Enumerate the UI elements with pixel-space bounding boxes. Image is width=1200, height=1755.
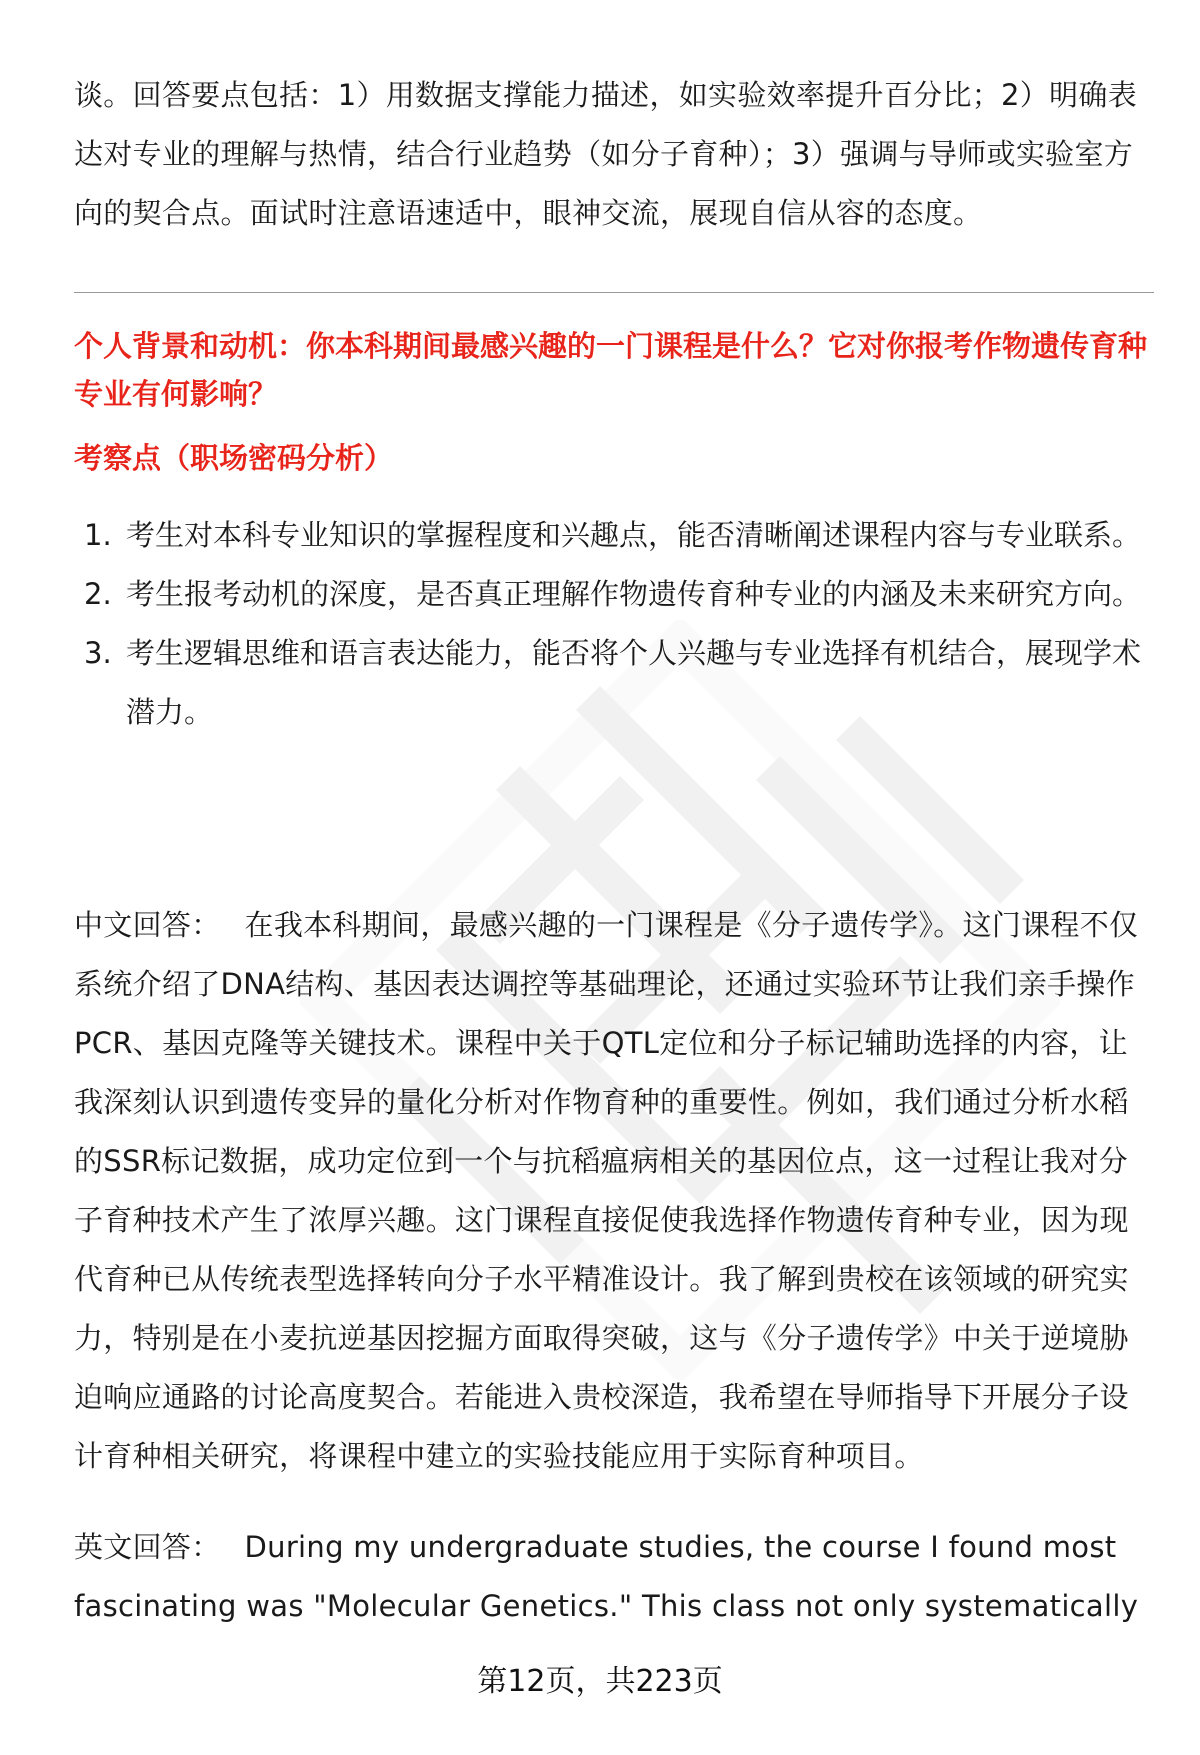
- list-item-number: 1.: [84, 518, 112, 552]
- chinese-answer-text: 在我本科期间，最感兴趣的一门课程是《分子遗传学》。这门课程不仅系统介绍了DNA结构、基因表达调控等基础理论，还通过实验环节让我们亲手操作PCR、基因克隆等关键技术。课程中关于QTL定位和分子标记辅助选择的内容，让我深刻认识到遗传变异的量化分析对作物育种的重要性。例如，我们通过分析水稻的SSR标记数据，成功定位到一个与抗稻瘟病相关的基因位点，这一过程让我对分子育种技术产生了浓厚兴趣。这门课程直接促使我选择作物遗传育种专业，因为现代育种已从传统表型选择转向分子水平精准设计。我了解到贵校在该领域的研究实力，特别是在小麦抗逆基因挖掘方面取得突破，这与《分子遗传学》中关于逆境胁迫响应通路的讨论高度契合。若能进入贵校深造，我希望在导师指导下开展分子设计育种相关研究，将课程中建立的实验技能应用于实际育种项目。: [74, 908, 1139, 1473]
- list-item-text: 考生报考动机的深度，是否真正理解作物遗传育种专业的内涵及未来研究方向。: [126, 577, 1142, 611]
- list-item: [74, 506, 1154, 565]
- english-answer-label: 英文回答：: [74, 1530, 221, 1564]
- intro-paragraph: 谈。回答要点包括：1）用数据支撑能力描述，如实验效率提升百分比；2）明确表达对专业的理解与热情，结合行业趋势（如分子育种）；3）强调与导师或实验室方向的契合点。面试时注意语速适中，眼神交流，展现自信从容的态度。: [74, 78, 1138, 230]
- chinese-answer-label: 中文回答：: [74, 908, 221, 942]
- english-answer-paragraph: [74, 1518, 1154, 1636]
- english-answer-section: [74, 1518, 1154, 1636]
- section-divider: [74, 292, 1154, 293]
- section-title: 考察点（职场密码分析）: [74, 441, 394, 475]
- chinese-answer-paragraph: [74, 896, 1154, 1486]
- english-answer-text: During my undergraduate studies, the course I found most fascinating was "Molecular Genetics." This class not only systematically: [74, 1530, 1139, 1623]
- page-number-footer: 第12页，共223页: [477, 1664, 723, 1699]
- list-item-text: 考生对本科专业知识的掌握程度和兴趣点，能否清晰阐述课程内容与专业联系。: [126, 518, 1142, 552]
- assessment-points-list: [74, 506, 1154, 742]
- intro-section: [74, 66, 1154, 243]
- question-heading: 个人背景和动机：你本科期间最感兴趣的一门课程是什么？它对你报考作物遗传育种专业有何影响？: [74, 329, 1148, 411]
- list-item: [74, 624, 1154, 742]
- list-item: [74, 565, 1154, 624]
- chinese-answer-section: [74, 896, 1154, 1486]
- list-item-number: 2.: [84, 577, 112, 611]
- list-item-number: 3.: [84, 636, 112, 670]
- list-item-text: 考生逻辑思维和语言表达能力，能否将个人兴趣与专业选择有机结合，展现学术潜力。: [126, 636, 1142, 729]
